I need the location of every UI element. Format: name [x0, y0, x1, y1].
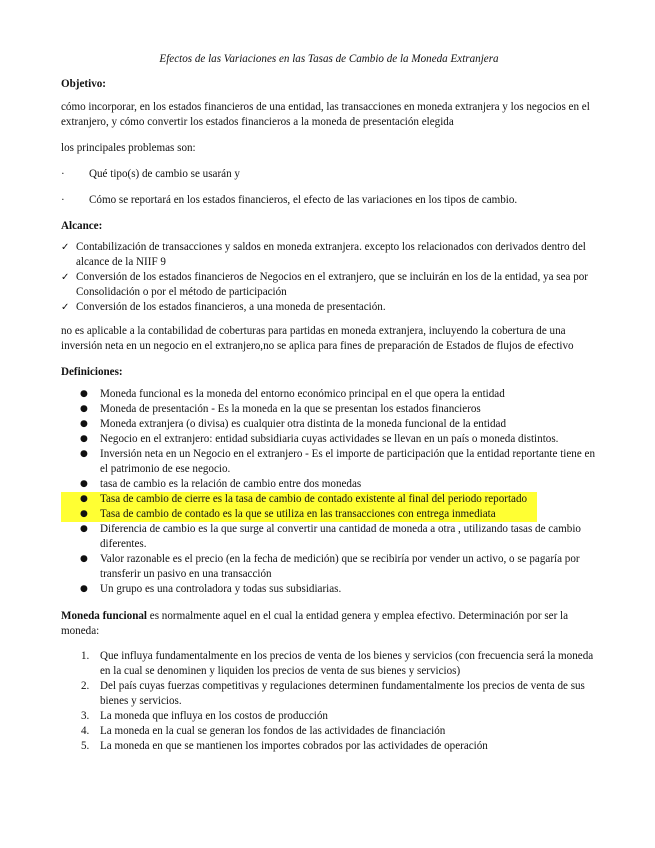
bullet-icon: ●: [80, 389, 88, 399]
bullet-icon: ●: [80, 509, 88, 519]
document-title: Efectos de las Variaciones en las Tasas de Cambio de la Moneda Extranjera: [159, 53, 499, 65]
list-number: 5.: [81, 740, 90, 752]
dot-marker: ·: [61, 168, 65, 180]
list-item: ● Negocio en el extranjero: entidad subsidiaria cuyas actividades se llevan en un país o moneda distintos.: [80, 433, 559, 445]
list-number: 4.: [81, 725, 90, 737]
alcance-heading: Alcance:: [61, 220, 103, 232]
bullet-icon: ●: [80, 434, 88, 444]
list-item: ✓ Conversión de los estados financieros de Negocios en el extranjero, que se incluirán en los de la entidad, ya sea por Consolidación o por el método de participación: [61, 271, 588, 298]
list-item: 2. Del país cuyas fuerzas competitivas y regulaciones determinen fundamentalmente los precios de venta de sus bienes y servicios.: [81, 680, 585, 707]
moneda-funcional-list: [61, 649, 597, 754]
list-number: 3.: [81, 710, 90, 722]
check-icon: ✓: [61, 242, 70, 253]
list-item: 3. La moneda que influya en los costos de producción: [81, 710, 328, 722]
moneda-funcional-intro: Moneda funcional es normalmente aquel en el cual la entidad genera y emplea efectivo. Determinación por ser la moneda:: [61, 610, 569, 637]
list-item: ✓ Contabilización de transacciones y saldos en moneda extranjera. excepto los relacionados con derivados dentro del alcance de la NIIF 9: [61, 241, 586, 268]
objetivo-text: cómo incorporar, en los estados financieros de una entidad, las transacciones en moneda extranjera y los negocios en el extranjero, y cómo convertir los estados financieros a la moneda de presentación elegida: [61, 101, 590, 128]
list-item: ● tasa de cambio es la relación de cambio entre dos monedas: [80, 478, 362, 490]
problems-intro: los principales problemas son:: [61, 142, 196, 154]
bullet-icon: ●: [80, 404, 88, 414]
check-icon: ✓: [61, 302, 70, 313]
list-item: ✓ Conversión de los estados financieros, a una moneda de presentación.: [61, 301, 386, 313]
alcance-note: no es aplicable a la contabilidad de coberturas para partidas en moneda extranjera, incluyendo la cobertura de una inversión neta en un negocio en el extranjero,no se aplica para fines de preparación de Estados de flujos de efectivo: [61, 325, 574, 352]
list-item: ● Moneda de presentación - Es la moneda en la que se presentan los estados financieros: [80, 403, 481, 415]
bullet-icon: ●: [80, 494, 88, 504]
list-number: 2.: [81, 680, 90, 692]
definiciones-heading: Definiciones:: [61, 366, 123, 378]
list-item: 5. La moneda en que se mantienen los importes cobrados por las actividades de operación: [81, 740, 488, 752]
list-item: 1. Que influya fundamentalmente en los precios de venta de los bienes y servicios (con frecuencia será la moneda en la cual se denominen y liquiden los precios de venta de sus bienes y servicios): [81, 650, 594, 677]
list-item: · Qué tipo(s) de cambio se usarán y: [61, 168, 240, 180]
list-item: · Cómo se reportará en los estados financieros, el efecto de las variaciones en los tipos de cambio.: [61, 194, 518, 206]
bullet-icon: ●: [80, 584, 88, 594]
list-item: ● Un grupo es una controladora y todas sus subsidiarias.: [80, 583, 342, 595]
check-icon: ✓: [61, 272, 70, 283]
list-item: ● Valor razonable es el precio (en la fecha de medición) que se recibiría por vender un activo, o se pagaría por transferir un pasivo en una transacción: [80, 553, 580, 580]
highlighted-list-item: ● Tasa de cambio de contado es la que se utiliza en las transacciones con entrega inmediata: [61, 507, 537, 522]
highlighted-list-item: ● Tasa de cambio de cierre es la tasa de cambio de contado existente al final del periodo reportado: [61, 492, 537, 507]
objetivo-heading: Objetivo:: [61, 78, 106, 90]
bullet-icon: ●: [80, 449, 88, 459]
bullet-icon: ●: [80, 524, 88, 534]
list-item: ● Moneda extranjera (o divisa) es cualquier otra distinta de la moneda funcional de la entidad: [80, 418, 506, 430]
list-item: ● Diferencia de cambio es la que surge al convertir una cantidad de moneda a otra , utilizando tasas de cambio diferentes.: [80, 523, 581, 550]
list-number: 1.: [81, 650, 90, 662]
definiciones-list: [61, 387, 597, 597]
bullet-icon: ●: [80, 419, 88, 429]
problems-list: [61, 167, 597, 208]
bullet-icon: ●: [80, 479, 88, 489]
list-item: 4. La moneda en la cual se generan los fondos de las actividades de financiación: [81, 725, 446, 737]
dot-marker: ·: [61, 194, 65, 206]
alcance-list: [61, 240, 597, 315]
bullet-icon: ●: [80, 554, 88, 564]
list-item: ● Moneda funcional es la moneda del entorno económico principal en el que opera la entidad: [80, 388, 505, 400]
list-item: ● Inversión neta en un Negocio en el extranjero - Es el importe de participación que la entidad reportante tiene en el patrimonio de ese negocio.: [80, 448, 596, 475]
moneda-funcional-term: Moneda funcional: [61, 610, 147, 622]
